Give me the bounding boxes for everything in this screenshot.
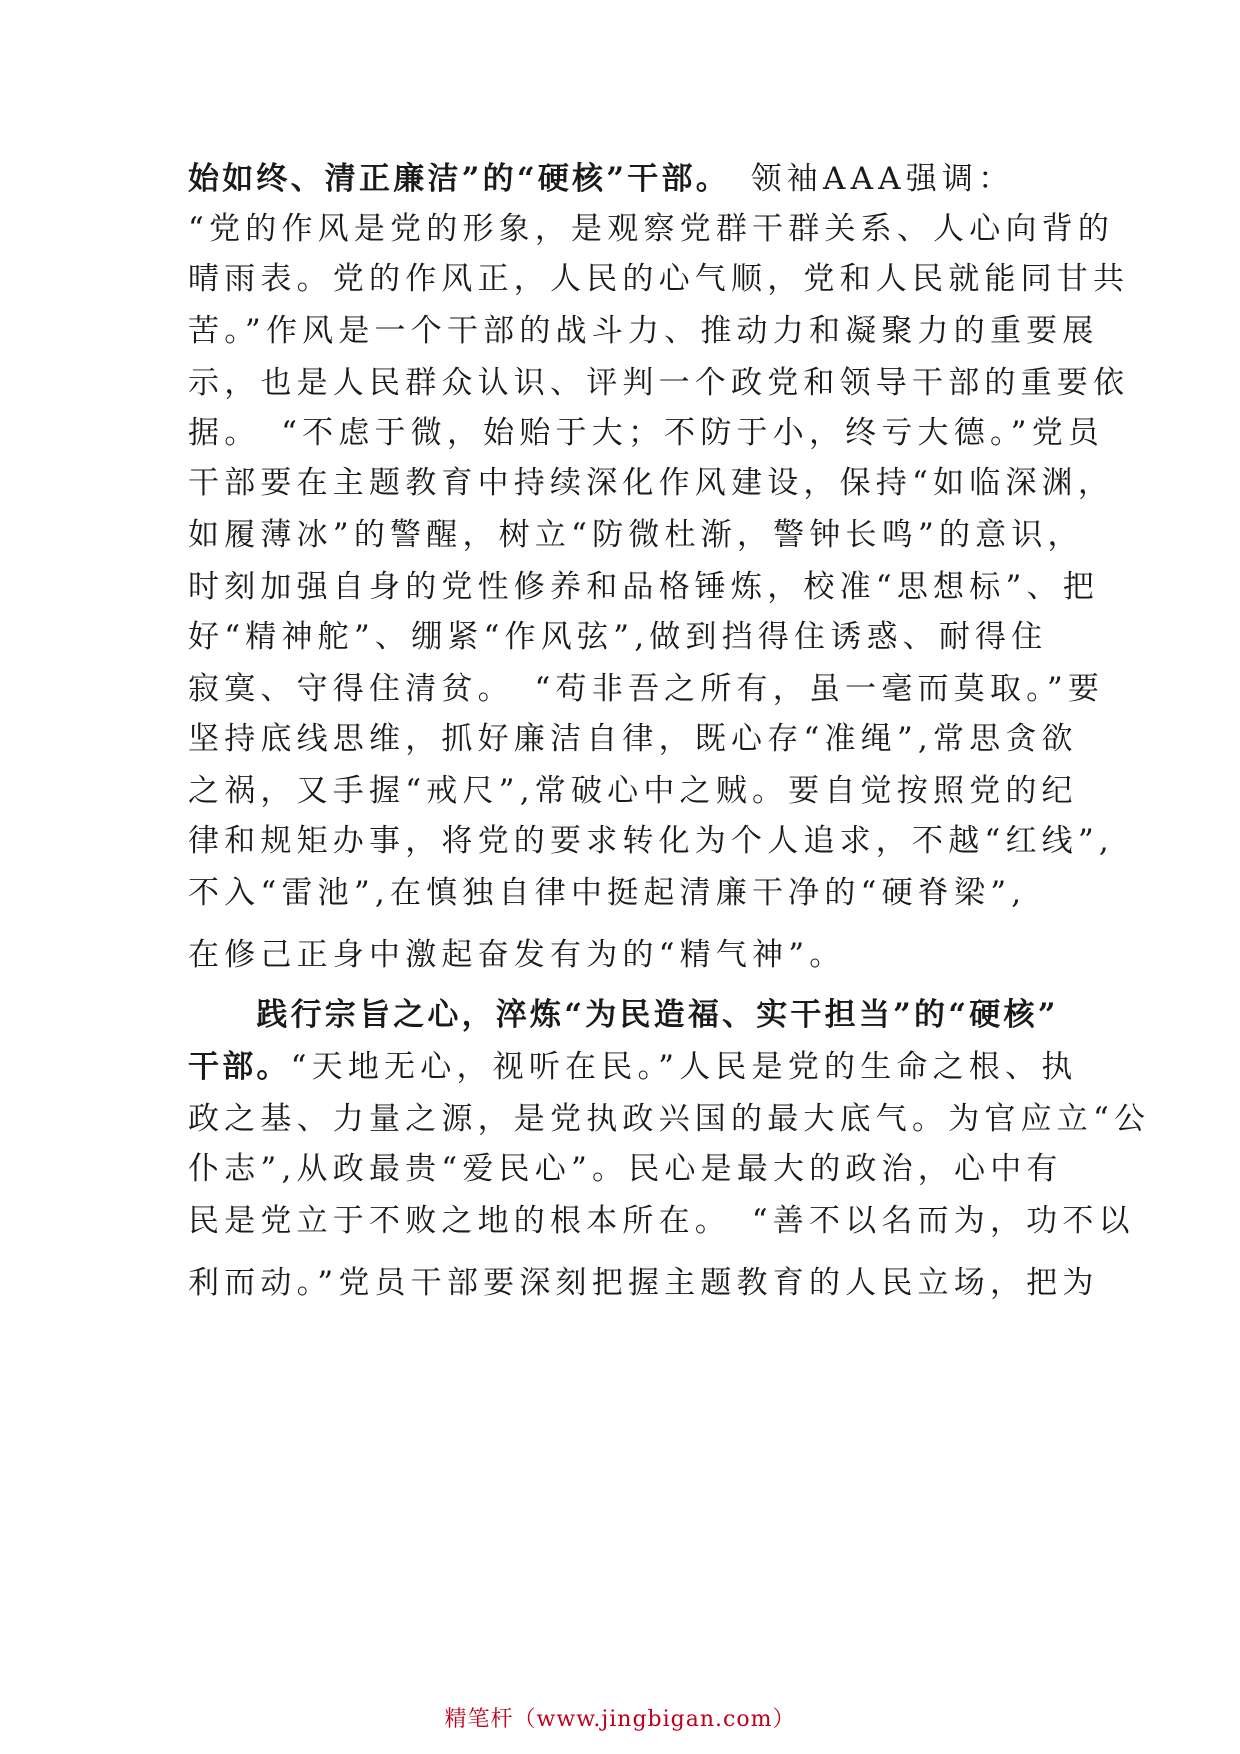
text-line: 律和规矩办事，将党的要求转化为个人追求，不越“红线”, <box>188 823 1114 859</box>
text-line: 之祸，又手握“戒尺”,常破心中之贼。要自觉按照党的纪 <box>188 773 1078 809</box>
text-line: 据。 “不虑于微，始贻于大；不防于小，终亏大德。”党员 <box>188 415 1105 451</box>
bold-heading: 干部。 <box>188 1049 291 1085</box>
bold-heading: 始如终、清正廉洁”的“硬核”干部。 <box>188 161 715 197</box>
text-line: 坚持底线思维，抓好廉洁自律，既心存“准绳”,常思贪欲 <box>188 721 1078 757</box>
body-text: “天地无心，视听在民。”人民是党的生命之根、执 <box>290 1049 1078 1085</box>
body-text: 领袖AAA强调： <box>714 161 1015 197</box>
bold-heading: 践行宗旨之心，淬炼“为民造福、实干担当”的“硬核” <box>188 997 1059 1033</box>
text-line: 民是党立于不败之地的根本所在。 “善不以名而为，功不以 <box>188 1203 1135 1239</box>
text-line: 仆志”,从政最贵“爱民心”。民心是最大的政治，心中有 <box>188 1151 1063 1187</box>
text-line <box>188 995 1088 1035</box>
text-line <box>188 159 1088 199</box>
text-line: 示，也是人民群众认识、评判一个政党和领导干部的重要依 <box>188 365 1130 401</box>
text-line: “党的作风是党的形象，是观察党群干群关系、人心向背的 <box>188 211 1115 247</box>
text-line: 如履薄冰”的警醒，树立“防微杜渐，警钟长鸣”的意识， <box>188 517 1084 553</box>
text-line: 政之基、力量之源，是党执政兴国的最大底气。为官应立“公 <box>188 1101 1151 1137</box>
text-line: 不入“雷池”,在慎独自律中挺起清廉干净的“硬脊梁”, <box>188 875 1027 911</box>
text-line: 利而动。”党员干部要深刻把握主题教育的人民立场，把为 <box>188 1265 1099 1301</box>
text-line: 时刻加强自身的党性修养和品格锤炼，校准“思想标”、把 <box>188 569 1099 605</box>
text-line: 好“精神舵”、绷紧“作风弦”,做到挡得住诱惑、耐得住 <box>188 619 1048 655</box>
text-line: 晴雨表。党的作风正，人民的心气顺，党和人民就能同甘共 <box>188 261 1130 297</box>
text-line: 干部要在主题教育中持续深化作风建设，保持“如临深渊， <box>188 465 1115 501</box>
text-line: 苦。”作风是一个干部的战斗力、推动力和凝聚力的重要展 <box>188 313 1099 349</box>
footer-watermark: 精笔杆（www.jingbigan.com） <box>444 1707 796 1732</box>
text-line <box>188 1047 1088 1087</box>
text-line: 在修己正身中激起奋发有为的“精气神”。 <box>188 937 846 973</box>
text-line: 寂寞、守得住清贫。 “苟非吾之所有，虽一毫而莫取。”要 <box>188 671 1105 707</box>
